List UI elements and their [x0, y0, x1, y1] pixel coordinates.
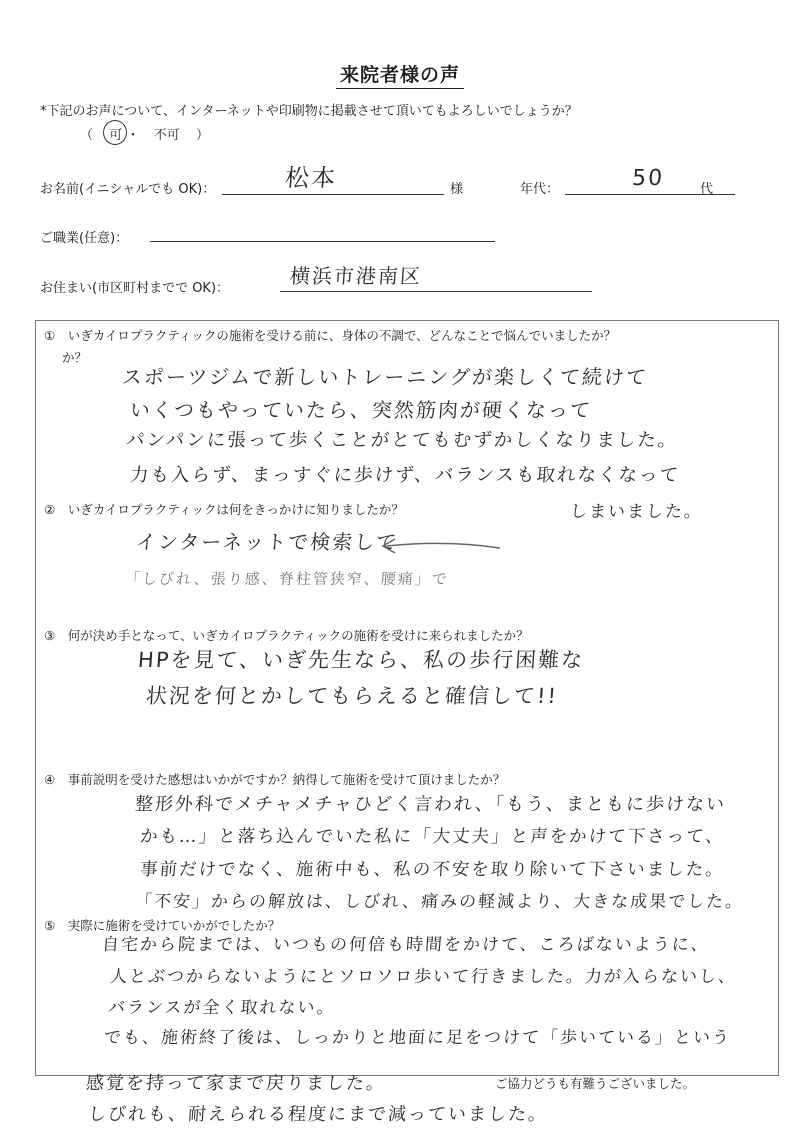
consent-no[interactable]: 不可 [153, 128, 180, 143]
q1-answer-line-5: しまいました。 [569, 502, 704, 522]
q5-answer-line-2: 人とぶつからないようにとソロソロ歩いて行きました。力が入らないし、 [109, 967, 738, 987]
q1-answer-line-3: パンパンに張って歩くことがとてもむずかしくなりました。 [125, 430, 680, 451]
consent-sep: ・ [126, 128, 140, 143]
consent-yes[interactable]: 可 [109, 128, 123, 143]
address-label: お住まい(市区町村までで OK)： [40, 281, 230, 296]
q2-answer-line-2: 「しびれ、張り感、脊柱管狭窄、腰痛」で [124, 570, 450, 588]
q5-text: ⑤ 実際に施術を受けていかがでしたか？ [44, 918, 281, 933]
age-suffix: 代 [700, 182, 714, 197]
page-title [0, 60, 800, 87]
q2-arrow [375, 534, 505, 564]
q4-text: ④ 事前説明を受けた感想はいかがですか？納得して施術を受けて頂けましたか？ [44, 772, 506, 787]
q5-answer-line-4: でも、施術終了後は、しっかりと地面に足をつけて「歩いている」という [103, 1028, 732, 1048]
q3-answer-line-2: 状況を何とかしてもらえると確信して!! [145, 684, 559, 708]
q4-answer-line-4: 「不安」からの解放は、しびれ、痛みの軽減より、大きな成果でした。 [134, 892, 745, 912]
name-suffix: 様 [450, 182, 464, 197]
q1-text: ① いぎカイロプラクティックの施術を受ける前に、身体の不調で、どんなことで悩んでいましたか？ [44, 328, 617, 343]
q1-answer-line-2: いくつもやっていたら、突然筋肉が硬くなって [129, 398, 593, 422]
q2-text: ② いぎカイロプラクティックは何をきっかけに知りましたか？ [44, 502, 404, 517]
address-underline [280, 291, 592, 292]
job-label: ご職業(任意)： [40, 231, 129, 246]
q5-answer-line-1: 自宅から院までは、いつもの何倍も時間をかけて、ころばないように、 [101, 935, 711, 955]
q3-answer-line-1: HPを見て、いぎ先生なら、私の歩行困難な [137, 648, 585, 672]
age-label: 年代： [520, 182, 560, 197]
q1-answer-line-4: 力も入らず、まっすぐに歩けず、バランスも取れなくなって [129, 465, 681, 486]
thanks-text: ご協力どうも有難うございました。 [495, 1076, 696, 1091]
consent-yes-circle [103, 120, 127, 145]
q5-answer-line-5: 感覚を持って家まで戻りました。 [85, 1073, 387, 1094]
q4-answer-line-1: 整形外科でメチャメチャひどく言われ、「もう、まともに歩けない [134, 794, 727, 815]
consent-question: *下記のお声について、インターネットや印刷物に掲載させて頂いてもよろしいでしょうか？ [40, 104, 578, 119]
q2-answer-line-1: インターネットで検索して [135, 530, 400, 554]
consent-close: ） [196, 128, 210, 143]
name-value[interactable]: 松本 [284, 164, 338, 192]
name-label: お名前(イニシャルでも OK)： [40, 182, 216, 197]
q4-answer-line-3: 事前だけでなく、施術中も、私の不安を取り除いて下さいました。 [139, 860, 726, 880]
job-underline[interactable] [150, 241, 495, 242]
consent-open: （ [80, 128, 94, 143]
q1-answer-line-1: スポーツジムで新しいトレーニングが楽しくて続けて [121, 365, 649, 389]
address-value[interactable]: 横浜市港南区 [289, 264, 423, 288]
age-value[interactable]: 50 [631, 166, 665, 191]
q1-text-cont: か？ [62, 350, 88, 365]
consent-options [80, 124, 209, 143]
q5-answer-line-3: バランスが全く取れない。 [107, 998, 337, 1018]
q4-answer-line-2: かも…」と落ち込んでいた私に「大丈夫」と声をかけて下さって、 [139, 827, 726, 847]
q5-answer-line-6: しびれも、耐えられる程度にまで減っていました。 [87, 1104, 549, 1125]
q3-text: ③ 何が決め手となって、いぎカイロプラクティックの施術を受けに来られましたか？ [44, 628, 529, 643]
title-text: 来院者様の声 [336, 64, 464, 89]
name-underline [222, 194, 444, 195]
